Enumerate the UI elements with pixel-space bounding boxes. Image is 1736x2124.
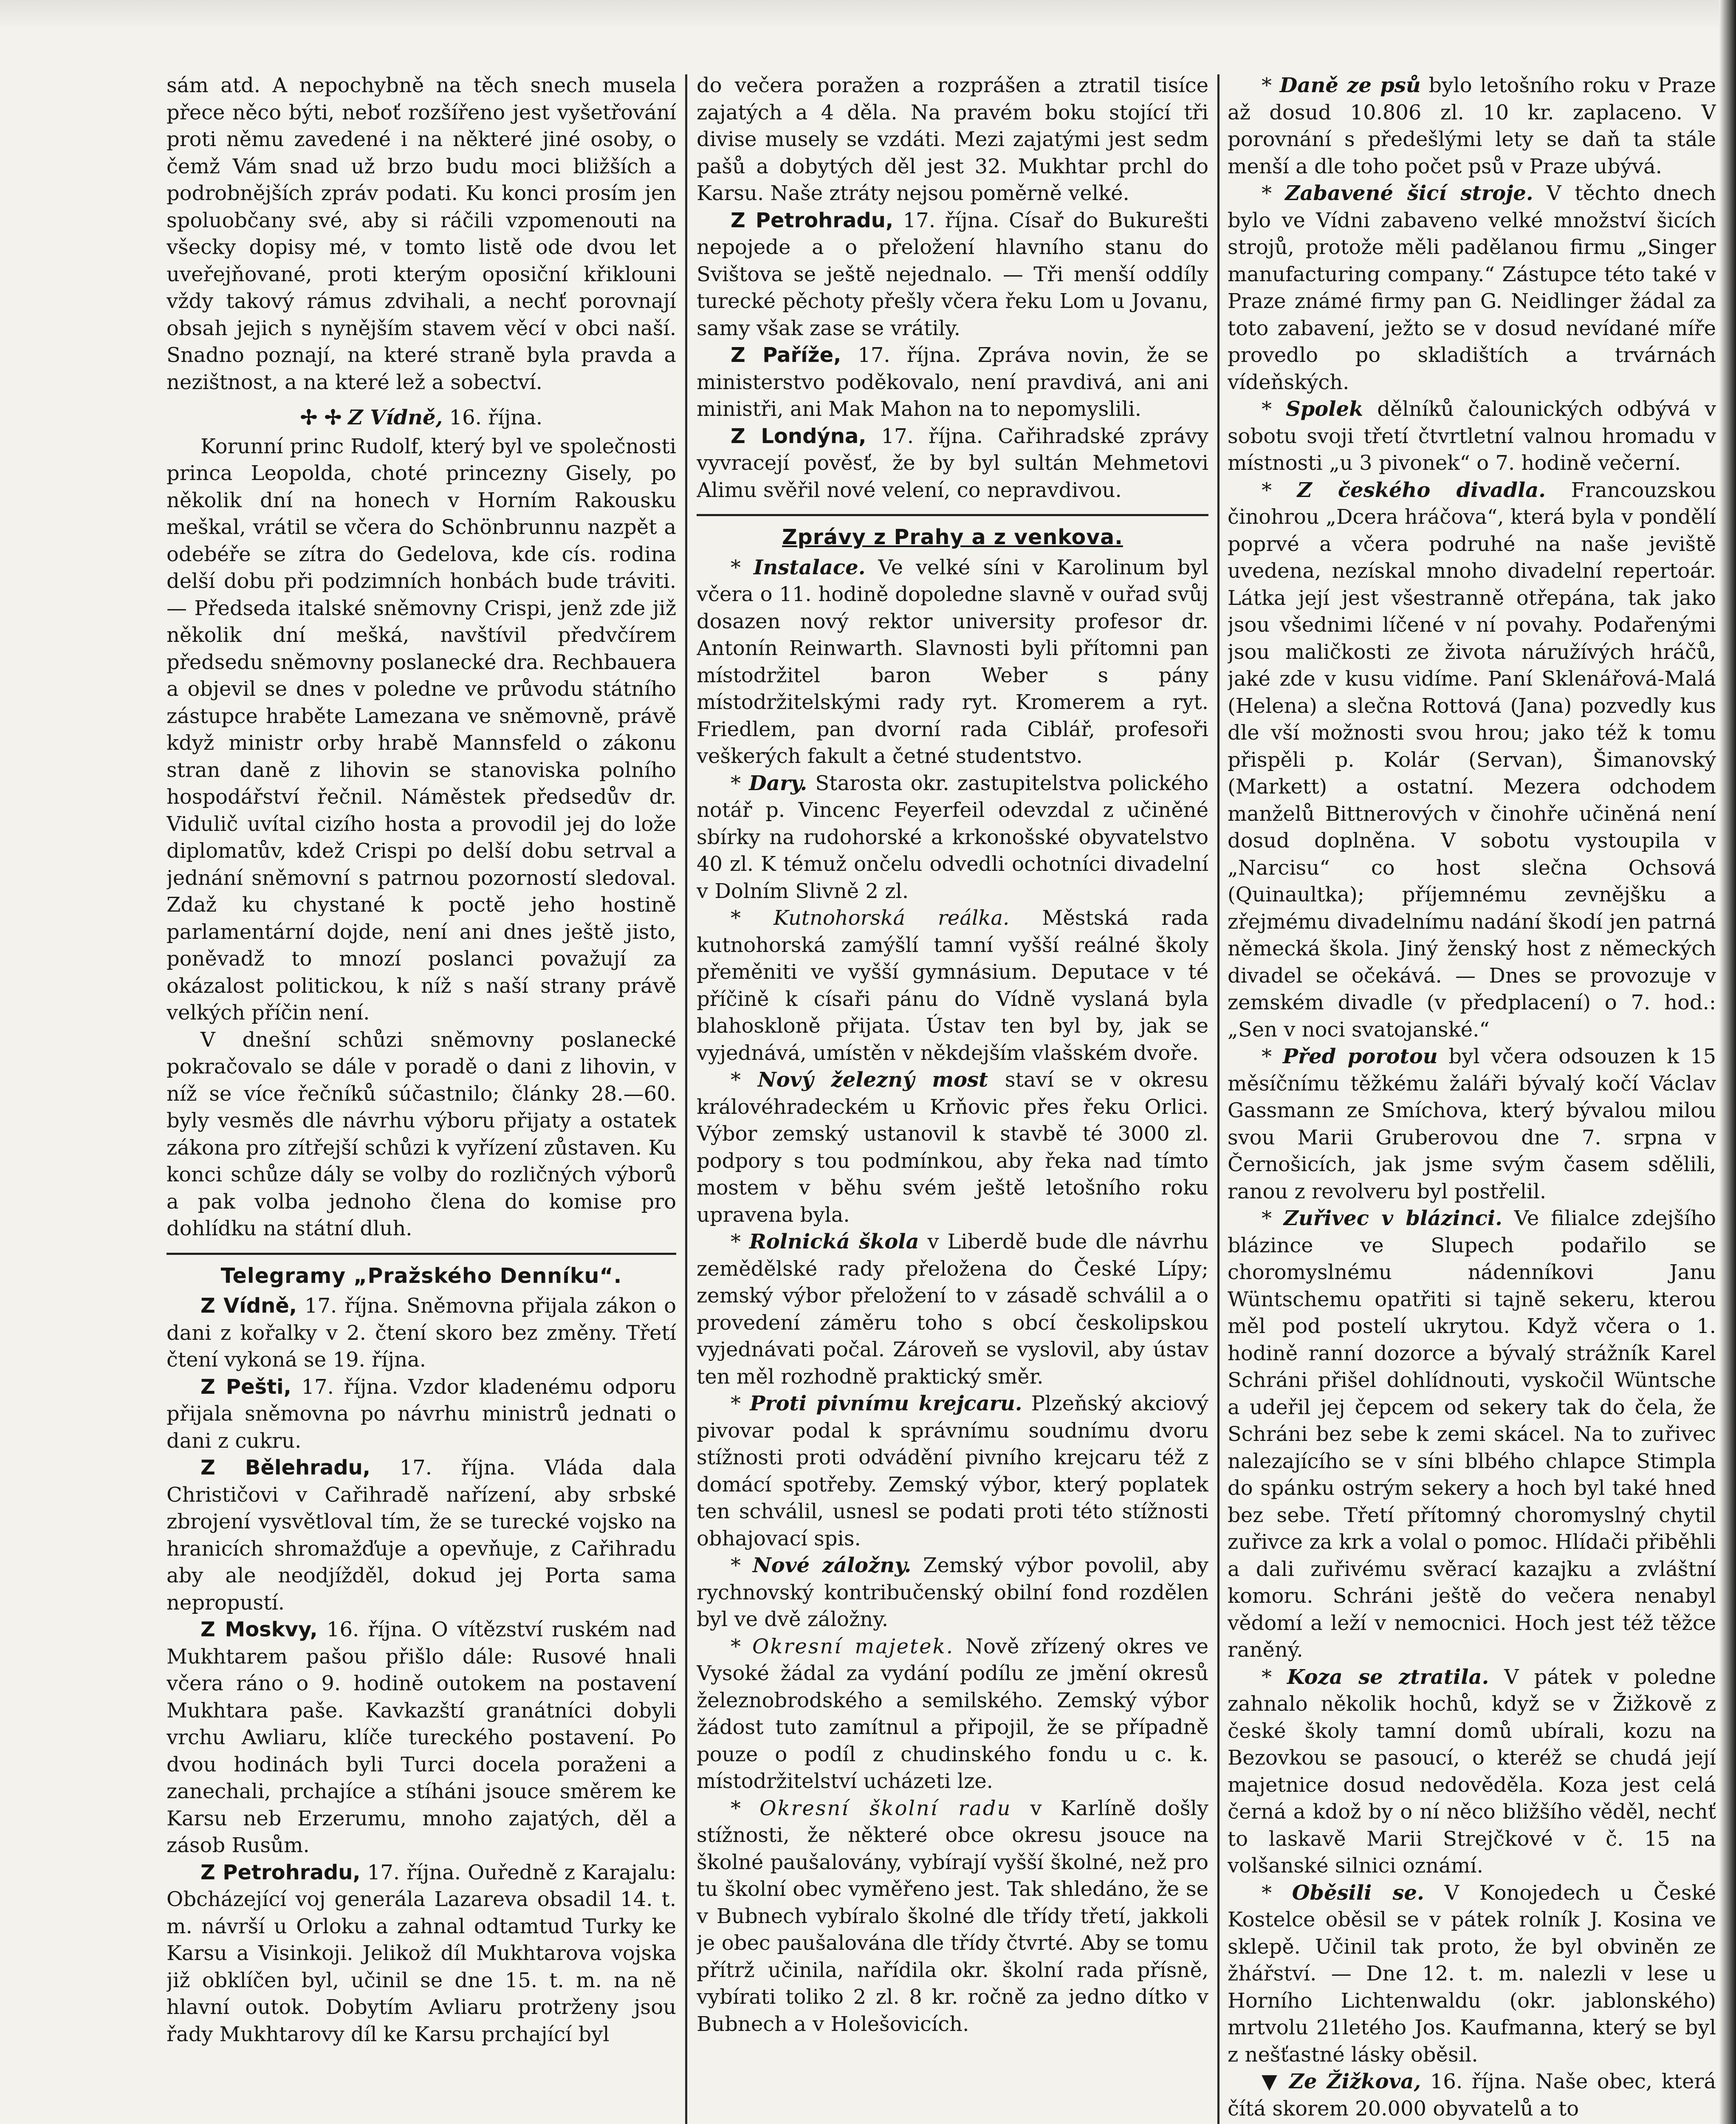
telegram-item <box>167 1455 676 1616</box>
vienna-dateline <box>167 404 676 432</box>
news-text: Francouzskou činohrou „Dcera hráčova“, která byla v pondělí poprvé a včera podruhé na naše jeviště uvedena, nezískal mnoho divadelní repertoár. Látka její jest všestranně otřepána, tak jako jsou všednimi líčené v ní povahy. Podařenými jsou maličkosti ze života náružívých hráčů, jaké zde v kusu vidíme. Paní Sklenářová-Malá (Helena) a slečna Rottová (Jana) pozvedly kus dle vší možnosti svou hrou; jako též k tomu přispěli p. Kolár (Servan), Šimanovský (Markett) a ostatní. Mezera odchodem manželů Bittnerových v činohře učiněná není dosud doplněna. V sobotu vystoupila v „Narcisu“ co host slečna Ochsová (Quinaultka); příjemnému zevnějšku a zřejmému divadelnímu nadání škodí jen patrná německá škola. Jiný ženský host z německých divadel se očekává. — Dnes se provozuje v zemském divadle (v předplacení) o 7. hod.: „Sen v noci svatojanské.“ <box>1228 478 1716 1042</box>
telegram-text: 16. října. O vítězství ruském nad Mukhtarem pašou přišlo dále: Rusové hnali včera ráno o 9. hodině outokem na postavení Mukhtara paše. Kavkazští granátníci dobyli vrchu Awliaru, klíče tureckého postavení. Po dvou hodinách byli Turci docela poraženi a zanechali, prchajíce a stíháni jsouce směrem ke Karsu neb Erzerumu, mnoho zajatých, děl a zásob Rusům. <box>167 1618 676 1857</box>
telegram-text: 17. října. Ouředně z Karajalu: Obcházející voj generála Lazareva obsadil 14. t. m. návrší u Orloku a zahnal odtamtud Turky ke Karsu a Visinkoji. Jelikož díl Mukhtarova vojska již obklíčen byl, učinil se dne 15. t. m. na ně hlavní outok. Dobytím Avliaru protrženy jsou řady Mukhtarovy díl ke Karsu prchající byl <box>167 1860 676 2046</box>
news-title: Zuřivec v blázinci. <box>1283 1206 1502 1230</box>
news-item: * Okresní školní radu v Karlíně došly stížnosti, že některé obce okresu jsouce na školné paušalovány, vybírají vyšší školné, než pro tu školní obec vyměřeno jest. Tak shledáno, že se v Bubnech vybíralo školné dle třídy třetí, jakkoli je obec paušalována dle třídy čtvrté. Aby se tomu přítrž učinila, nařídila okr. školní rada přísně, vybírati toliko 2 zl. 8 kr. ročně za jedno dítko v Bubnech a v Holešovicích. <box>697 1796 1208 2036</box>
section-rule <box>167 1253 676 1255</box>
news-item: * Koza se ztratila. V pátek v poledne zahnalo několik hochů, když se v Žižkově z české školy tamní domů ubírali, kozu na Bezovkou se pasoucí, o kteréž se chudá její majetnice dosud nedověděla. Koza jest celá černá a kdož by o ní něco bližšího věděl, nechť to laskavě Marii Strejčkové v č. 15 na volšanské silnici oznámí. <box>1228 1665 1716 1878</box>
news-item: * Z českého divadla. Francouzskou činohrou „Dcera hráčova“, která byla v pondělí poprvé a včera podruhé na naše jeviště uvedena, nezískal mnoho divadelní repertoár. Látka její jest všestranně otřepána, tak jako jsou všednimi líčené v ní povahy. Podařenými jsou maličkosti ze života náružívých hráčů, jaké zde v kusu vidíme. Paní Sklenářová-Malá (Helena) a slečna Rottová (Jana) pozvedly kus dle vší možnosti svou hrou; jako též k tomu přispěli p. Kolár (Servan), Šimanovský (Markett) a ostatní. Mezera odchodem manželů Bittnerových v činohře učiněná není dosud doplněna. V sobotu vystoupila v „Narcisu“ co host slečna Ochsová (Quinaultka); příjemnému zevnějšku a zřejmému divadelnímu nadání škodí jen patrná německá škola. Jiný ženský host z německých divadel se očekává. — Dnes se provozuje v zemském divadle (v předplacení) o 7. hod.: „Sen v noci svatojanské.“ <box>1228 478 1716 1042</box>
column-rule-left <box>685 74 687 2124</box>
telegram-place: Z Moskvy, <box>200 1618 318 1641</box>
news-item: * Nový železný most staví se v okresu královéhradeckém u Krňovic přes řeku Orlici. Výbor zemský ustanovil k stavbě té 3000 zl. podpory s tou podmínkou, aby řeka nad tímto mostem v běhu svém ještě letošního roku upravena byla. <box>697 1068 1208 1227</box>
telegram-place: Z Paříže, <box>731 343 841 367</box>
news-item: * Zuřivec v blázinci. Ve filialce zdejšího blázince ve Slupech podařilo se choromyslnému nádenníkovi Janu Wüntschemu opatřiti si tajně sekeru, kterou měl pod postelí ukrytou. Když včera o 1. hodině ranní dozorce a bývalý strážník Karel Schráni přišel dohlídnouti, vyskočil Wüntsche a udeřil jej čepcem od sekery tak do čela, že Schráni bez sebe k zemi skácel. Na to zuřivec nalezajícího se v síni blbého chlapce Stimpla do spánku ostrým sekery a hoch byl také hned bez sebe. Třetí přítomný choromyslný chytil zuřivce za krk a volal o pomoc. Hlídači přiběhli a dali zuřivému svěrací kazajku a zvláštní komoru. Schráni ještě do večera nenabyl vědomí a leží v nemocnici. Hoch jest též těžce raněný. <box>1228 1206 1716 1662</box>
telegram-item <box>697 423 1208 504</box>
scan-edge-top <box>0 0 1736 30</box>
telegram-place: Z Pešti, <box>200 1375 291 1399</box>
zizkov-item <box>1228 2068 1716 2122</box>
news-text: Starosta okr. zastupitelstva polického notář p. Vincenc Feyerfeil odevzdal z učiněné sbírky na rudohorské a krkonošské obyvatelstvo 40 zl. K témuž ončelu odvedli ochotníci divadelní v Dolním Slivně 2 zl. <box>697 771 1208 903</box>
news-item: * Instalace. Ve velké síni v Karolinum byl včera o 11. hodině dopoledne slavně v ouřad svůj dosazen nový rektor university profesor dr. Antonín Reinwarth. Slavnosti byli přítomni pan místodržitel baron Weber s pány místodržitelskými rady ryt. Kromerem a ryt. Friedlem, pan dvorní rada Ciblář, profesoři veškerých fakult a četné studentstvo. <box>697 555 1208 768</box>
news-heading: Zprávy z Prahy a z venkova. <box>782 525 1123 549</box>
news-text: v Karlíně došly stížnosti, že některé obce okresu jsouce na školné paušalovány, vybírají vyšší školné, než pro tu školní obec vyměřeno jest. Tak shledáno, že se v Bubnech vybíralo školné dle třídy třetí, jakkoli je obec paušalována dle třídy čtvrté. Aby se tomu přítrž učinila, nařídila okr. školní rada přísně, vybírati toliko 2 zl. 8 kr. ročně za jedno dítko v Bubnech a v Holešovicích. <box>697 1796 1208 2036</box>
zizkov-place: Ze Žižkova, <box>1289 2070 1421 2093</box>
news-item: * Zabavené šicí stroje. V těchto dnech bylo ve Vídni zabaveno velké množství šicích strojů, protože měli padělanou firmu „Singer manufacturing company.“ Zástupce této také v Praze známé firmy pan G. Neidlinger žádal za toto zabavení, ježto se v dosud nevídané míře provedlo po skladištích a trvárnách vídeňských. <box>1228 181 1716 394</box>
news-item: * Kutnohorská reálka. Městská rada kutnohorská zamýšlí tamní vyšší reálné školy přeměniti ve vyšší gymnásium. Deputace v té příčině k císaři pánu do Vídně vyslaná byla blahoskloně přijata. Ústav ten byl by, jak se vyjednává, umístěn v někdejším vlašském dvoře. <box>697 906 1208 1065</box>
telegram-text: 17. října. Vzdor kladenému odporu přijala sněmovna po návrhu ministrů jednati o dani z cukru. <box>167 1375 676 1453</box>
vienna-dateline-place: Z Vídně, <box>348 406 443 429</box>
telegram-text: 17. října. Cařihradské zprávy vyvracejí pověsť, že by byl sultán Mehmetovi Alimu svěřil nové velení, co nepravdivou. <box>697 424 1208 502</box>
vienna-paragraph-2: V dnešní schůzi sněmovny poslanecké pokračovalo se dále v poradě o dani z lihovin, v níž se více řečníků súčastnilo; články 28.—60. byly vesměs dle návrhu výboru přijaty a ostatek zákona pro zítřejší schůzi k vyřízení zůstaven. Ku konci schůze dály se volby do rozličných výborů a pak volba jednoho člena do komise pro dohlídku na státní dluh. <box>167 1028 676 1240</box>
news-text: Plzeňský akciový pivovar podal k správnímu soudnímu dvoru stížnosti proti odvádění pivního krejcaru též z domácí spotřeby. Zemský výbor, který poplatek ten schválil, usnesl se podati proti této stížnosti obhajovací spis. <box>697 1392 1208 1551</box>
news-item: * Daně ze psů bylo letošního roku v Praze až dosud 10.806 zl. 10 kr. zaplaceno. V porovnání s předešlými lety se daň ta stále menší a dle toho počet psů v Praze ubývá. <box>1228 73 1716 178</box>
telegram-item <box>167 1616 676 1859</box>
news-title: Spolek <box>1285 397 1363 421</box>
news-item: * Oběsili se. V Konojedech u České Kostelce oběsil se v pátek rolník J. Kosina ve sklepě. Učinil tak proto, že byl obviněn ze žhářství. — Dne 12. t. m. nalezli v lese u Horního Lichtenwaldu (okr. jablonského) mrtvolu 21letého Jos. Kaufmanna, který se byl z nešťastné lásky oběsil. <box>1228 1881 1716 2067</box>
vienna-dateline-date: 16. října. <box>449 406 543 429</box>
news-text: Městská rada kutnohorská zamýšlí tamní vyšší reálné školy přeměniti ve vyšší gymnásium. Deputace v té příčině k císaři pánu do Vídně vyslaná byla blahoskloně přijata. Ústav ten byl by, jak se vyjednává, umístěn v někdejším vlašském dvoře. <box>697 906 1208 1065</box>
news-text: Nově zřízený okres ve Vysoké žádal za vydání podílu ze jmění okresů železnobrodského a semilského. Zemský výbor žádost tuto zamítnul a připojil, že se případně pouze o podíl z chudinského fondu u c. k. místodržitelství ucházeti lze. <box>697 1634 1208 1793</box>
news-title: Koza se ztratila. <box>1287 1665 1489 1689</box>
news-text: Ve filialce zdejšího blázince ve Slupech podařilo se choromyslnému nádenníkovi Janu Wüntschemu opatřiti si tajně sekeru, kterou měl pod postelí ukrytou. Když včera o 1. hodině ranní dozorce a bývalý strážník Karel Schráni přišel dohlídnouti, vyskočil Wüntsche a udeřil jej čepcem od sekery tak do čela, že Schráni bez sebe k zemi skácel. Na to zuřivec nalezajícího se v síni blbého chlapce Stimpla do spánku ostrým sekery a hoch byl také hned bez sebe. Třetí přítomný choromyslný chytil zuřivce za krk a volal o pomoc. Hlídači přiběhli a dali zuřivému svěrací kazajku a zvláštní komoru. Schráni ještě do večera nenabyl vědomí a leží v nemocnici. Hoch jest též těžce raněný. <box>1228 1206 1716 1662</box>
news-title: Proti pivnímu krejcaru. <box>750 1392 1022 1415</box>
column-1 <box>167 72 676 2124</box>
telegram-item <box>167 1859 676 2048</box>
news-title: Dary. <box>749 771 807 795</box>
news-text: V Konojedech u České Kostelce oběsil se v pátek rolník J. Kosina ve sklepě. Učinil tak proto, že byl obviněn ze žhářství. — Dne 12. t. m. nalezli v lese u Horního Lichtenwaldu (okr. jablonského) mrtvolu 21letého Jos. Kaufmanna, který se byl z nešťastné lásky oběsil. <box>1228 1881 1716 2067</box>
telegram-place: Z Petrohradu, <box>200 1860 361 1884</box>
telegram-item <box>167 1374 676 1455</box>
news-title: Oběsili se. <box>1292 1881 1424 1905</box>
telegram-item <box>697 207 1208 342</box>
news-title: Nové záložny. <box>752 1553 912 1577</box>
news-title: Kutnohorská reálka. <box>773 906 1010 930</box>
telegram-place: Z Petrohradu, <box>731 208 894 232</box>
telegram-text: 17. října. Císař do Bukurešti nepojede a o přeložení hlavního stanu do Svištova se ještě nejednalo. — Tři menší oddíly turecké pěchoty přešly včera řeku Lom u Jovanu, samy však zase se vrátily. <box>697 208 1208 340</box>
news-title: Zabavené šicí stroje. <box>1285 181 1533 205</box>
telegram-place: Z Vídně, <box>200 1294 297 1318</box>
telegram-item <box>697 342 1208 423</box>
news-title: Okresní majetek. <box>752 1634 954 1658</box>
telegram-item <box>167 1293 676 1374</box>
news-item: * Okresní majetek. Nově zřízený okres ve Vysoké žádal za vydání podílu ze jmění okresů železnobrodského a semilského. Zemský výbor žádost tuto zamítnul a připojil, že se případně pouze o podíl z chudinského fondu u c. k. místodržitelství ucházeti lze. <box>697 1634 1208 1793</box>
news-text: dělníků čalounických odbývá v sobotu svoji třetí čtvrtletní valnou hromadu v místnosti „u 3 pivonek“ o 7. hodině večerní. <box>1228 397 1716 475</box>
news-text: Zemský výbor povolil, aby rychnovský kontribučenský obilní fond rozdělen byl ve dvě záložny. <box>697 1553 1208 1631</box>
column-rule-right <box>1217 74 1219 2124</box>
telegram-continuation: do večera poražen a rozprášen a ztratil tisíce zajatých a 4 děla. Na pravém boku stojící tři divise musely se vzdáti. Mezi zajatými jest sedm pašů a dobytých děl jest 32. Mukhtar prchl do Karsu. Naše ztráty nejsou poměrně velké. <box>697 73 1208 205</box>
news-item: * Před porotou byl včera odsouzen k 15 měsíčnímu těžkému žaláři bývalý kočí Václav Gassmann ze Smíchova, který bývalou milou svou Marii Gruberovou dne 7. srpna v Černošicích, jak jsme svým časem sdělili, ranou z revolveru byl postřelil. <box>1228 1045 1716 1203</box>
telegram-place: Z Londýna, <box>731 424 867 448</box>
zizkov-marks: ▼ <box>1262 2070 1280 2093</box>
column-2 <box>697 72 1208 2124</box>
news-text: v Liberdě bude dle návrhu zemědělské rady přeložena do České Lípy; zemský výbor přeložení to v zásadě schválil a o provedení záměru toho s obcí českolipskou vyjednávati počal. Zároveň se vyslovil, aby ústav ten měl rozhodně praktický směr. <box>697 1230 1208 1389</box>
news-title: Daně ze psů <box>1279 73 1421 97</box>
telegram-text: 17. října. Vláda dala Christičovi v Cařihradě nařízení, aby srbské zbrojení vysvětloval tím, že se turecké vojsko na hranicích shromažďuje a opevňuje, z Cařihradu aby ale neodjížděl, dokud jej Porta sama nepropustí. <box>167 1456 676 1615</box>
news-text: staví se v okresu královéhradeckém u Krňovic přes řeku Orlici. Výbor zemský ustanovil k stavbě té 3000 zl. podpory s tou podmínkou, aby řeka nad tímto mostem v běhu svém ještě letošního roku upravena byla. <box>697 1068 1208 1227</box>
telegram-text: 17. října. Sněmovna přijala zákon o dani z kořalky v 2. čtení skoro bez změny. Třetí čtení vykoná se 19. října. <box>167 1294 676 1372</box>
news-title: Nový železný most <box>757 1068 988 1092</box>
article-continuation: sám atd. A nepochybně na těch snech musela přece něco býti, neboť rozšířeno jest vyšetřování proti němu zavedené i na některé jiné osoby, o čemž Vám snad už brzo budu moci bližších a podrobnějších zpráv podati. Ku konci prosím jen spoluobčany své, aby si ráčili vzpomenouti na všecky dopisy mé, v tomto listě ode dvou let uveřejňované, proti kterým oposiční křiklouni vždy takový rámus zdvihali, a nechť porovnají obsah jejich s nynějším stavem věcí v obci naší. Snadno poznají, na které straně byla pravda a nezištnost, a na které lež a sobectví. <box>167 73 676 394</box>
news-text: Ve velké síni v Karolinum byl včera o 11. hodině dopoledne slavně v ouřad svůj dosazen nový rektor university profesor dr. Antonín Reinwarth. Slavnosti byli přítomni pan místodržitel baron Weber s pány místodržitelskými rady ryt. Kromerem a ryt. Friedlem, pan dvorní rada Ciblář, profesoři veškerých fakult a četné studentstvo. <box>697 555 1208 768</box>
news-title: Okresní školní radu <box>759 1796 1012 1820</box>
news-text: V těchto dnech bylo ve Vídni zabaveno velké množství šicích strojů, protože měli padělanou firmu „Singer manufacturing company.“ Zástupce této také v Praze známé firmy pan G. Neidlinger žádal za toto zabavení, ježto se v dosud nevídané míře provedlo po skladištích a trvárnách vídeňských. <box>1228 181 1716 394</box>
telegram-heading: Telegramy „Pražského Denníku“. <box>220 1263 622 1288</box>
news-text: bylo letošního roku v Praze až dosud 10.806 zl. 10 kr. zaplaceno. V porovnání s předešlými lety se daň ta stále menší a dle toho počet psů v Praze ubývá. <box>1228 73 1716 178</box>
news-item: * Rolnická škola v Liberdě bude dle návrhu zemědělské rady přeložena do České Lípy; zemský výbor přeložení to v zásadě schválil a o provedení záměru toho s obcí českolipskou vyjednávati počal. Zároveň se vyslovil, aby ústav ten měl rozhodně praktický směr. <box>697 1230 1208 1389</box>
news-item: * Dary. Starosta okr. zastupitelstva polického notář p. Vincenc Feyerfeil odevzdal z učiněné sbírky na rudohorské a krkonošské obyvatelstvo 40 zl. K témuž ončelu odvedli ochotníci divadelní v Dolním Slivně 2 zl. <box>697 771 1208 903</box>
news-title: Instalace. <box>753 555 866 579</box>
news-title: Před porotou <box>1282 1045 1438 1068</box>
news-title: Z českého divadla. <box>1297 478 1546 502</box>
vienna-paragraph-1: Korunní princ Rudolf, který byl ve společnosti princa Leopolda, choté princezny Gisely, po několik dní na honech v Horním Rakousku meškal, vrátil se včera do Schönbrunnu nazpět a odebéře se zítra do Gedelova, kde cís. rodina delší dobu při podzimních honbách bude tráviti. — Předseda italské sněmovny Crispi, jenž zde již několik dní mešká, navštívil předvčírem předsedu sněmovny poslanecké dra. Rechbauera a objevil se dnes v poledne ve průvodu státního zástupce hraběte Lamezana ve sněmovně, právě když ministr orby hrabě Mannsfeld o zákonu stran daně z lihovin se stanoviska polního hospodářství řečnil. Náměstek předsedův dr. Vidulič uvítal cizího hosta a provodil jej do lože diplomatův, kdež Crispi po delší dobu setrval a jednání sněmovní s patrnou pozorností sledoval. Zdaž ku chystané k poctě jeho hostině parlamentární dojde, není ani dnes ještě jisto, poněvadž to mnozí poslanci považují za okázalost politickou, k níž s naší strany právě velkých příčin není. <box>167 434 676 1025</box>
telegram-place: Z Bělehradu, <box>200 1456 371 1480</box>
zizkov-text: 16. října. Naše obec, která čítá skorem 20.000 obyvatelů a to <box>1228 2070 1716 2121</box>
news-text: V pátek v poledne zahnalo několik hochů, když se v Žižkově z české školy tamní domů ubírali, kozu na Bezovkou se pasoucí, o kteréž se chudá její majetnice dosud nedověděla. Koza jest celá černá a kdož by o ní něco bližšího věděl, nechť to laskavě Marii Strejčkové v č. 15 na volšanské silnici oznámí. <box>1228 1665 1716 1878</box>
news-text: byl včera odsouzen k 15 měsíčnímu těžkému žaláři bývalý kočí Václav Gassmann ze Smíchova, který bývalou milou svou Marii Gruberovou dne 7. srpna v Černošicích, jak jsme svým časem sdělili, ranou z revolveru byl postřelil. <box>1228 1045 1716 1203</box>
news-title: Rolnická škola <box>749 1230 919 1254</box>
news-item: * Proti pivnímu krejcaru. Plzeňský akciový pivovar podal k správnímu soudnímu dvoru stížnosti proti odvádění pivního krejcaru též z domácí spotřeby. Zemský výbor, který poplatek ten schválil, usnesl se podati proti této stížnosti obhajovací spis. <box>697 1392 1208 1551</box>
section-rule <box>697 514 1208 516</box>
news-item: * Spolek dělníků čalounických odbývá v sobotu svoji třetí čtvrtletní valnou hromadu v místnosti „u 3 pivonek“ o 7. hodině večerní. <box>1228 397 1716 475</box>
vienna-dateline-marks: ✢ ✢ <box>300 406 342 429</box>
column-3 <box>1228 72 1716 2124</box>
news-item: * Nové záložny. Zemský výbor povolil, aby rychnovský kontribučenský obilní fond rozdělen byl ve dvě záložny. <box>697 1553 1208 1631</box>
scan-edge-right <box>1719 0 1736 2124</box>
telegram-text: 17. října. Zpráva novin, že se ministerstvo poděkovalo, není pravdivá, ani ani ministři, ani Mak Mahon na to nepomyslili. <box>697 343 1208 421</box>
